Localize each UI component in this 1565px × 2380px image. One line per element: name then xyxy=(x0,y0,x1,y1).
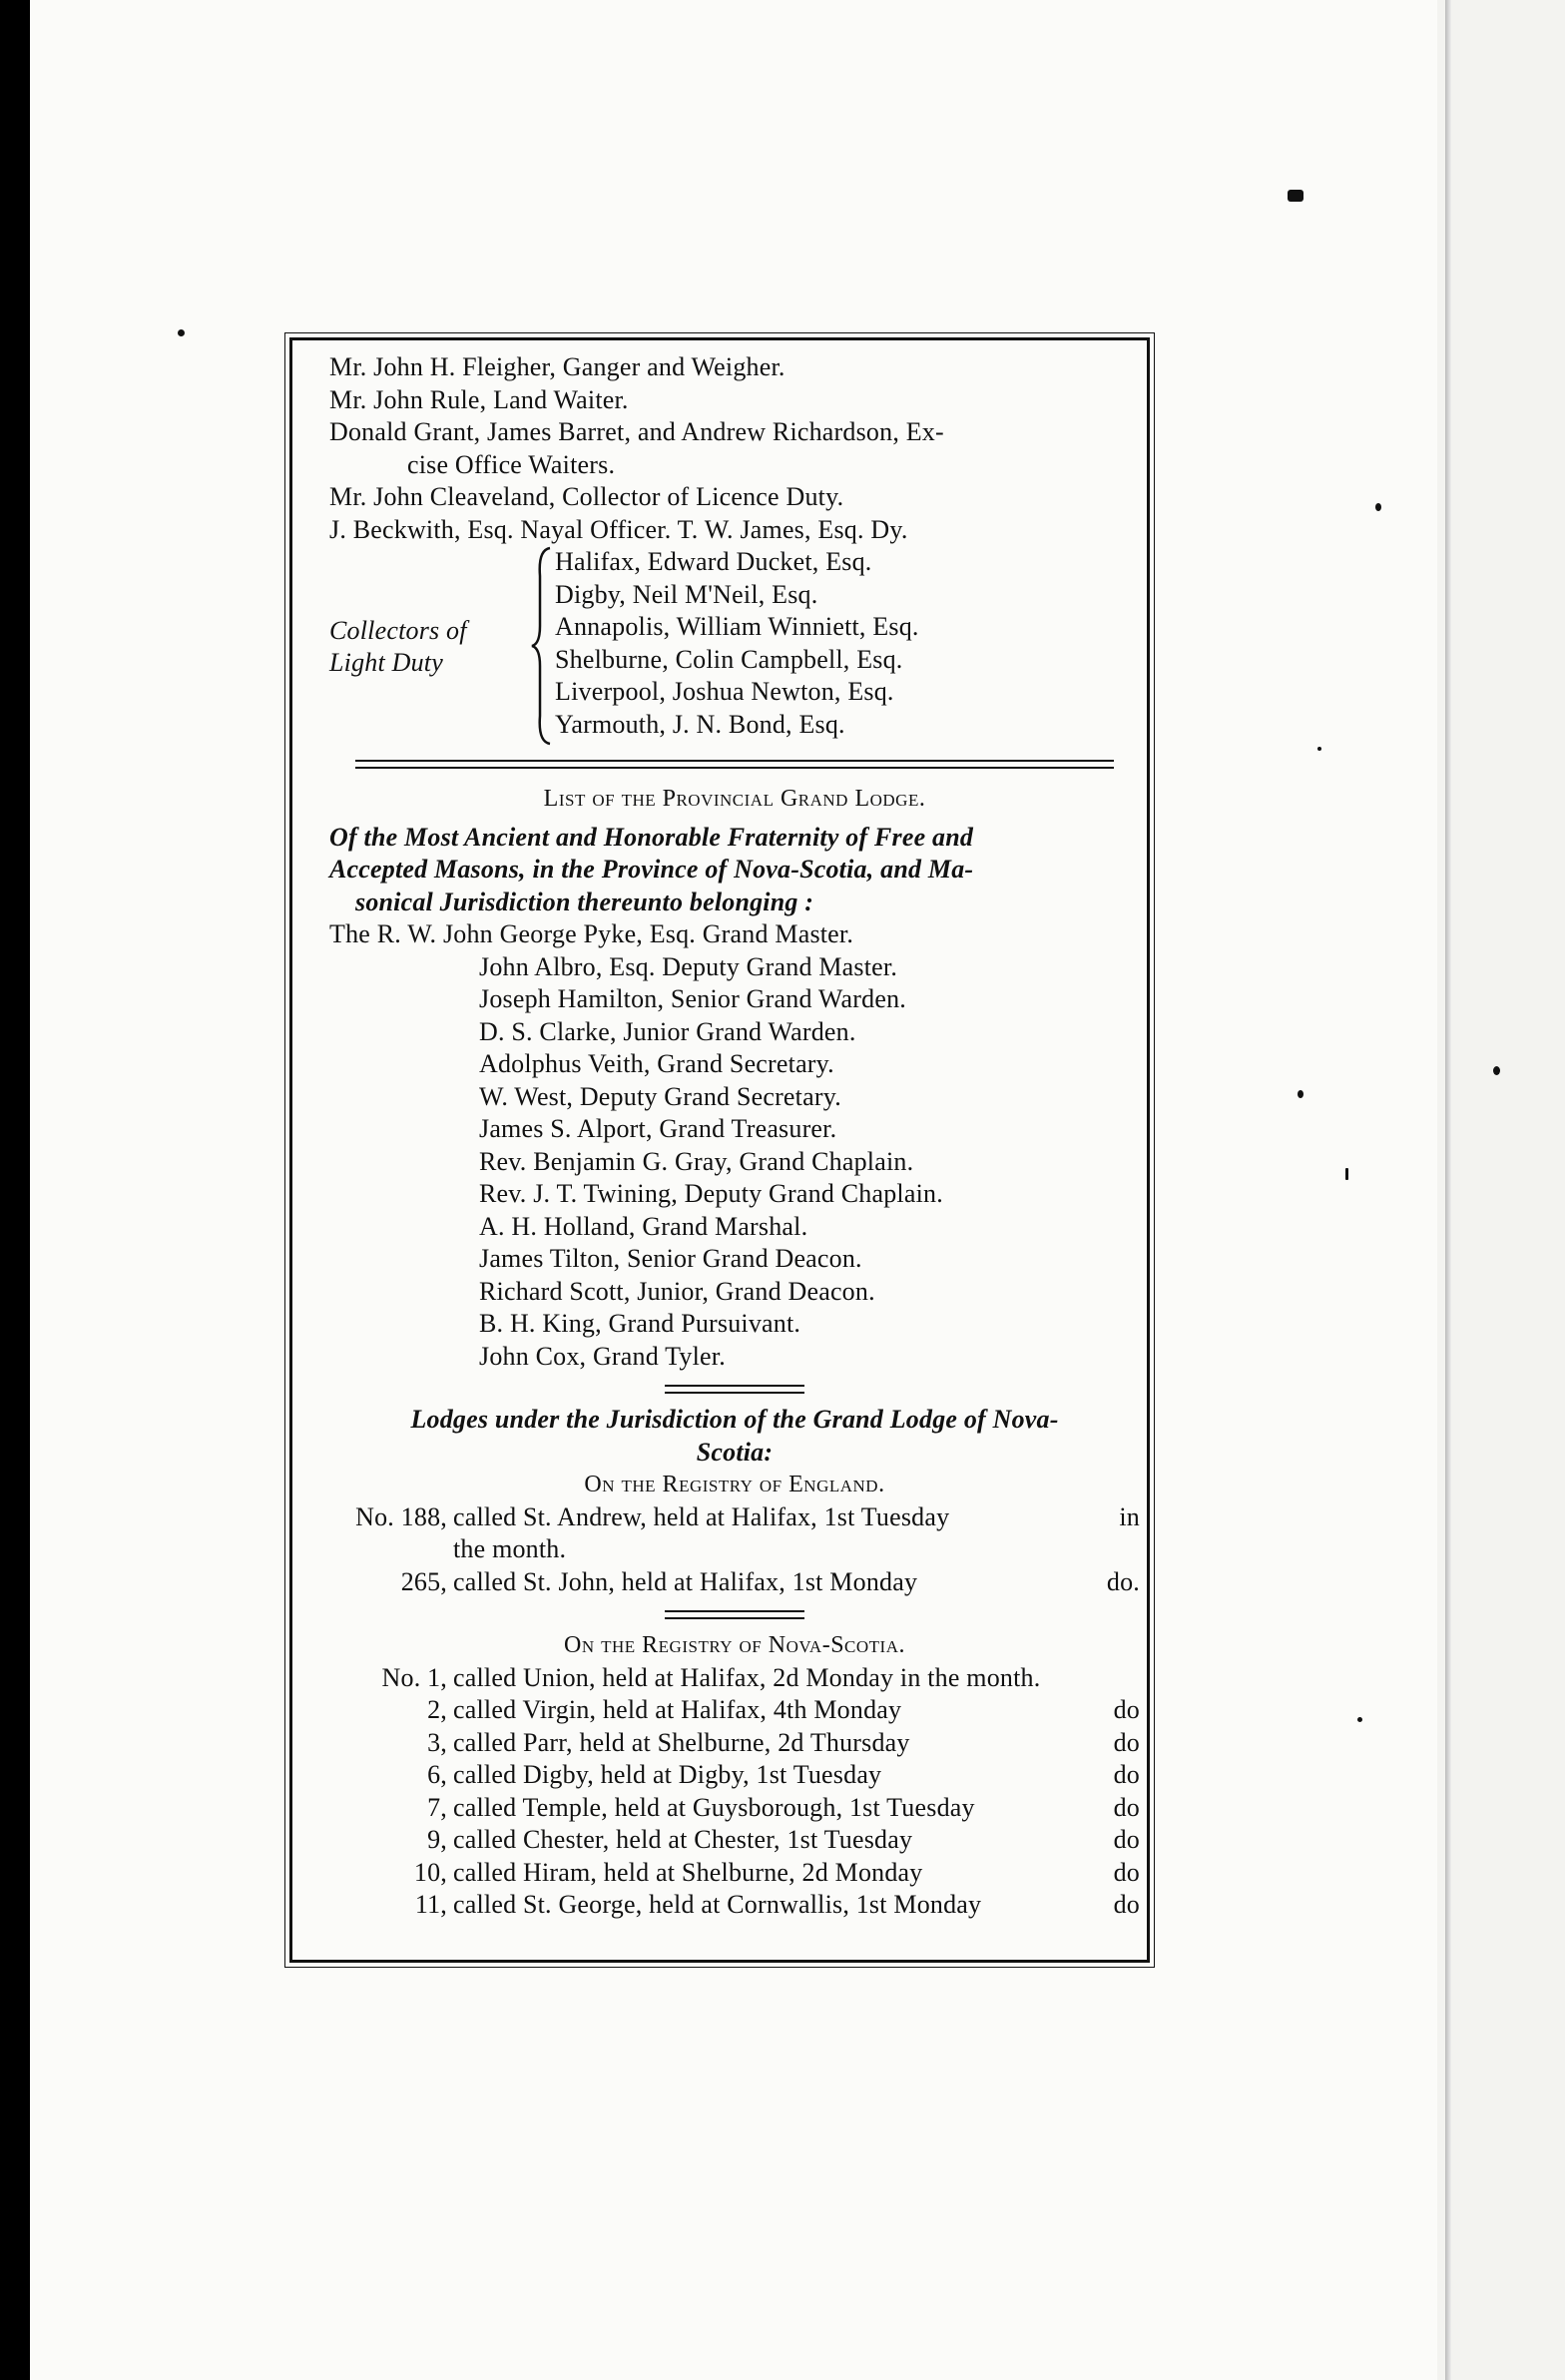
lodge-ditto: do xyxy=(1113,1760,1140,1789)
scan-speck xyxy=(1357,1717,1362,1722)
collector-entry: Yarmouth, J. N. Bond, Esq. xyxy=(555,709,845,739)
lodge-entry xyxy=(329,1566,1140,1599)
lodge-entry xyxy=(329,1501,1140,1534)
lodge-text: called Digby, held at Digby, 1st Tuesday xyxy=(453,1760,882,1789)
double-rule-divider xyxy=(355,760,1114,769)
lodge-text: called Union, held at Halifax, 2d Monday in the month. xyxy=(453,1662,1041,1692)
lodge-ditto: do xyxy=(1113,1825,1140,1854)
lodge-ditto: do. xyxy=(1106,1566,1140,1596)
lodge-number: 9, xyxy=(427,1825,447,1854)
lodge-text: the month. xyxy=(453,1534,567,1563)
grand-lodge-officer: Richard Scott, Junior, Grand Deacon. xyxy=(479,1276,875,1306)
lodge-text: called Hiram, held at Shelburne, 2d Monday xyxy=(453,1857,923,1887)
grand-lodge-subtitle: sonical Jurisdiction thereunto belonging : xyxy=(355,887,814,916)
lodge-number: 7, xyxy=(427,1792,447,1822)
lodge-number xyxy=(329,1533,453,1566)
lodge-number: 265, xyxy=(400,1566,447,1596)
curly-brace-icon xyxy=(529,546,555,746)
collector-entry: Liverpool, Joshua Newton, Esq. xyxy=(555,677,894,706)
scan-speck xyxy=(1298,1090,1304,1098)
grand-lodge-officer: B. H. King, Grand Pursuivant. xyxy=(479,1309,801,1338)
lodge-text: called St. John, held at Halifax, 1st Monday xyxy=(453,1566,918,1596)
lodge-number: No. 1, xyxy=(381,1662,447,1692)
grand-lodge-officer: Rev. Benjamin G. Gray, Grand Chaplain. xyxy=(479,1146,914,1176)
england-registry-heading: On the Registry of England. xyxy=(584,1472,885,1497)
grand-lodge-subtitle: Accepted Masons, in the Province of Nova-Scotia, and Ma- xyxy=(329,855,974,884)
scan-speck xyxy=(178,329,185,336)
nova-scotia-registry-heading: On the Registry of Nova-Scotia. xyxy=(564,1632,905,1658)
grand-lodge-officer: W. West, Deputy Grand Secretary. xyxy=(479,1081,841,1111)
lodge-text: called St. George, held at Cornwallis, 1st Monday xyxy=(453,1890,982,1919)
lodge-ditto xyxy=(1096,1662,1140,1695)
officer-line: Mr. John Rule, Land Waiter. xyxy=(329,384,629,414)
lodge-number: 10, xyxy=(413,1857,447,1887)
scan-speck xyxy=(1317,747,1321,751)
collector-entry: Halifax, Edward Ducket, Esq. xyxy=(555,547,872,576)
grand-lodge-officer: John Albro, Esq. Deputy Grand Master. xyxy=(479,951,898,981)
officer-line: cise Office Waiters. xyxy=(407,449,616,479)
lodge-ditto xyxy=(1096,1533,1140,1566)
lodge-ditto: in xyxy=(1119,1501,1140,1531)
lodges-section xyxy=(329,1404,1140,1922)
scan-speck xyxy=(1288,190,1304,202)
lodge-ditto: do xyxy=(1113,1695,1140,1724)
lodge-entry xyxy=(329,1727,1140,1760)
grand-lodge-officer: Joseph Hamilton, Senior Grand Warden. xyxy=(479,984,906,1013)
lodge-number: No. 188, xyxy=(355,1501,447,1531)
collectors-list xyxy=(555,546,1140,746)
lodge-text: called Virgin, held at Halifax, 4th Monday xyxy=(453,1695,902,1724)
lodge-entry xyxy=(329,1759,1140,1792)
officer-line: Mr. John H. Fleigher, Ganger and Weigher. xyxy=(329,352,785,381)
lodge-ditto: do xyxy=(1113,1792,1140,1822)
grand-lodge-officer: James Tilton, Senior Grand Deacon. xyxy=(479,1244,862,1273)
short-double-rule-divider xyxy=(665,1610,804,1619)
page-right-edge xyxy=(1437,0,1565,2380)
collector-entry: Shelburne, Colin Campbell, Esq. xyxy=(555,644,903,674)
lodge-number: 11, xyxy=(414,1890,447,1919)
lodge-text: called Parr, held at Shelburne, 2d Thursday xyxy=(453,1727,910,1757)
scan-speck xyxy=(1345,1168,1348,1180)
grand-lodge-officer: Rev. J. T. Twining, Deputy Grand Chaplain. xyxy=(479,1179,943,1208)
lodge-entry xyxy=(329,1533,1140,1566)
lodge-number: 3, xyxy=(427,1727,447,1757)
grand-lodge-section xyxy=(329,783,1140,1373)
lodge-number: 2, xyxy=(427,1695,447,1724)
collectors-label-line: Light Duty xyxy=(329,648,443,677)
grand-lodge-officer: A. H. Holland, Grand Marshal. xyxy=(479,1211,808,1241)
officer-line-text: Donald Grant, James Barret, and Andrew Richardson, Ex- xyxy=(329,417,944,446)
lodges-heading: Lodges under the Jurisdiction of the Grand Lodge of Nova- xyxy=(410,1405,1059,1434)
lodge-entry xyxy=(329,1662,1140,1695)
lodge-text: called Temple, held at Guysborough, 1st Tuesday xyxy=(453,1792,975,1822)
collectors-of-light-duty xyxy=(329,546,1140,746)
collector-entry: Digby, Neil M'Neil, Esq. xyxy=(555,579,818,609)
page-fold xyxy=(1445,0,1451,2380)
lodge-entry xyxy=(329,1694,1140,1727)
grand-lodge-heading: List of the Provincial Grand Lodge. xyxy=(543,786,926,812)
scan-speck xyxy=(1493,1066,1500,1075)
lodge-ditto: do xyxy=(1113,1890,1140,1919)
officer-line: J. Beckwith, Esq. Nayal Officer. T. W. James, Esq. Dy. xyxy=(329,514,908,544)
lodge-number: 6, xyxy=(427,1760,447,1789)
grand-master-line: The R. W. John George Pyke, Esq. Grand Master. xyxy=(329,919,854,948)
grand-lodge-subtitle: Of the Most Ancient and Honorable Fraternity of Free and xyxy=(329,822,974,852)
lodge-ditto: do xyxy=(1113,1857,1140,1887)
lodge-entry xyxy=(329,1792,1140,1825)
lodge-entry xyxy=(329,1824,1140,1857)
customs-officers-list xyxy=(329,351,1140,546)
officer-line xyxy=(329,416,1140,449)
lodges-heading: Scotia: xyxy=(696,1437,774,1467)
grand-lodge-officer: Adolphus Veith, Grand Secretary. xyxy=(479,1049,834,1078)
grand-lodge-officer: James S. Alport, Grand Treasurer. xyxy=(479,1114,837,1143)
collectors-label xyxy=(329,546,529,746)
grand-lodge-officer: John Cox, Grand Tyler. xyxy=(479,1341,726,1371)
lodge-text: called Chester, held at Chester, 1st Tuesday xyxy=(453,1825,913,1854)
lodge-ditto: do xyxy=(1113,1727,1140,1757)
lodge-entry xyxy=(329,1857,1140,1890)
lodge-text: called St. Andrew, held at Halifax, 1st Tuesday xyxy=(453,1501,950,1531)
grand-lodge-officer: D. S. Clarke, Junior Grand Warden. xyxy=(479,1016,856,1046)
document-content xyxy=(329,351,1140,1922)
lodge-entry xyxy=(329,1889,1140,1922)
scan-speck xyxy=(1375,503,1381,511)
collectors-label-line: Collectors of xyxy=(329,615,467,645)
officer-line: Mr. John Cleaveland, Collector of Licence Duty. xyxy=(329,482,844,511)
collector-entry: Annapolis, William Winniett, Esq. xyxy=(555,612,919,641)
short-double-rule-divider xyxy=(665,1385,804,1394)
